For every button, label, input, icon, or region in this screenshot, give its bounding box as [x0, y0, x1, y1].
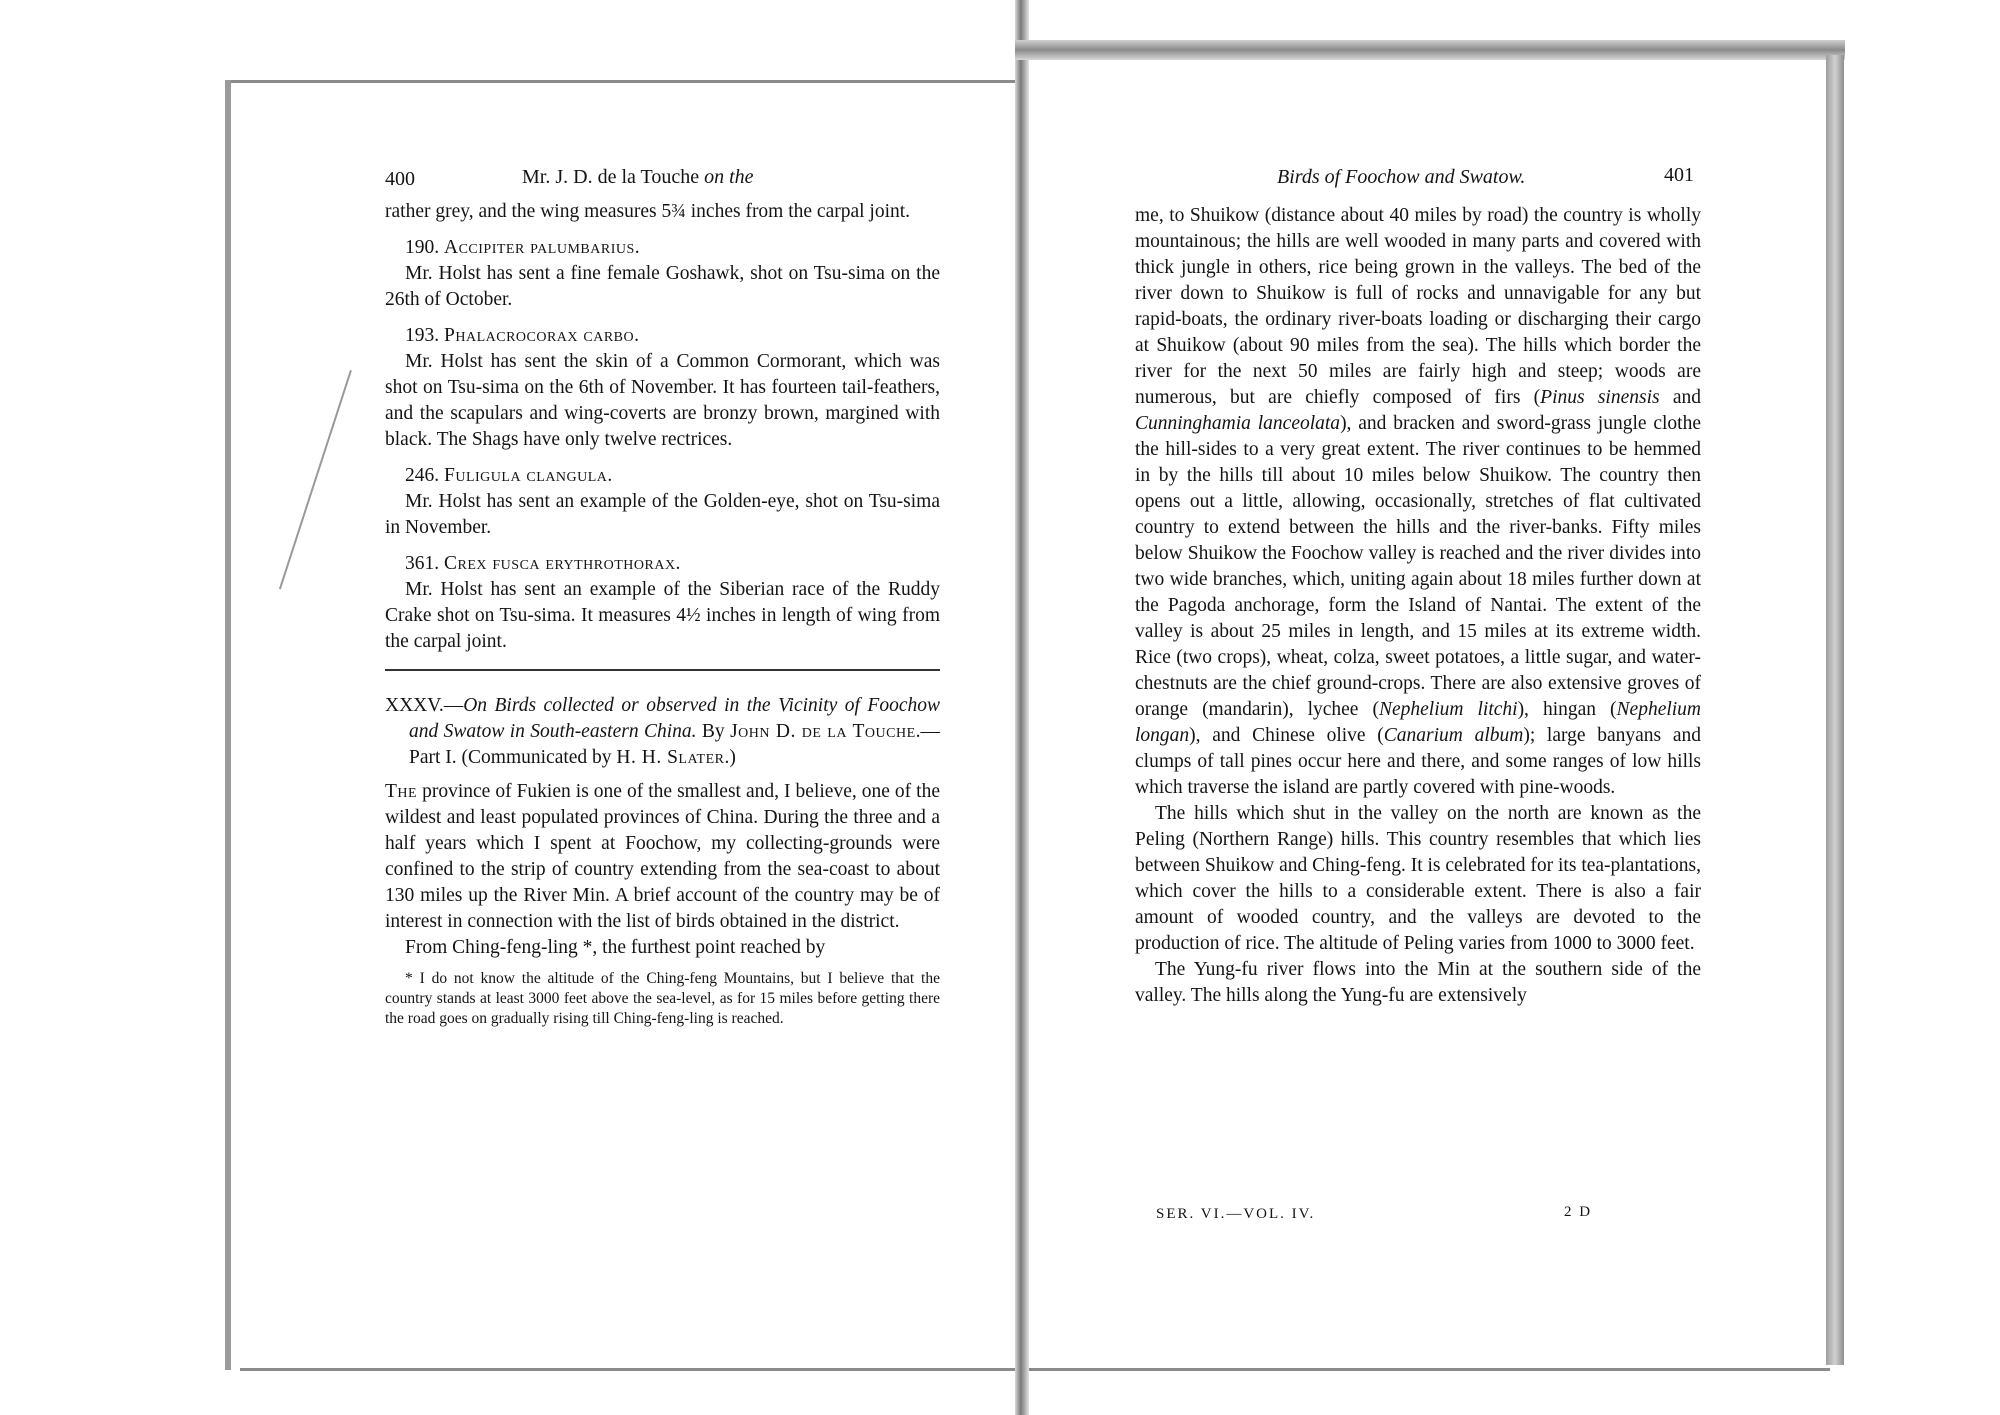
article-paragraph: The Yung-fu river flows into the Min at the southern side of the valley. The hills along the Yung-fu are extensively [1135, 959, 1701, 1006]
series-footer: SER. VI.—VOL. IV. [1156, 1206, 1316, 1222]
right-page-number: 401 [1664, 164, 1694, 186]
article-paragraph: From Ching-feng-ling *, the furthest point reached by [405, 937, 826, 958]
running-head-italic: on the [704, 166, 754, 188]
right-running-head: Birds of Foochow and Swatow. [1277, 166, 1526, 188]
article-paragraph: The hills which shut in the valley on the north are known as the Peling (Northern Range) hills. This country resembles that which lies between Shuikow and Ching-feng. It is celebrated for its tea-plantations, which cover the hills to a considerable extent. There is also a fair amount of wooded country, and the valleys are devoted to the production of rice. The altitude of Peling varies from 1000 to 3000 feet. [1135, 803, 1701, 954]
species-name: Canarium album [1383, 725, 1524, 746]
entry-text: Mr. Holst has sent a fine female Goshawk, shot on Tsu-sima on the 26th of October. [385, 263, 940, 310]
running-head-author: Mr. J. D. de la Touche [522, 166, 700, 188]
entry-heading: 193. Phalacrocorax carbo. [405, 325, 640, 346]
text-run: ), hingan ( [1517, 699, 1617, 720]
species-name: Nephelium litchi [1378, 699, 1518, 720]
entry-heading: 190. Accipiter palumbarius. [405, 237, 641, 258]
entry-heading: 246. Fuligula clangula. [405, 465, 613, 486]
left-page-number: 400 [385, 168, 415, 190]
article-title: XXXV.—On Birds collected or observed in the Vicinity of Foochow and Swatow in South-eastern China. By John D. de la Touche.—Part I. (Communicated by H. H. Slater.) [385, 695, 940, 768]
opening-paragraph: rather grey, and the wing measures 5¾ inches from the carpal joint. [385, 201, 911, 222]
footnote: * I do not know the altitude of the Ching-feng Mountains, but I believe that the country stands at least 3000 feet above the sea-level, as for 15 miles before getting there the road goes on gradually rising till Ching-feng-ling is reached. [385, 970, 940, 1027]
entry-text: Mr. Holst has sent the skin of a Common Cormorant, which was shot on Tsu-sima on the 6th of November. It has fourteen tail-feathers, and the scapulars and wing-coverts are bronzy brown, margined with black. The Shags have only twelve rectrices. [385, 351, 940, 450]
text-run: ); large banyans and clumps of tall pines occur here and there, and some ranges of low hills which traverse the island are partly covered with pine-woods. [1135, 725, 1701, 798]
book-gutter [1015, 0, 1029, 1415]
section-divider [385, 669, 940, 671]
entry-text: Mr. Holst has sent an example of the Siberian race of the Ruddy Crake shot on Tsu-sima. It measures 4½ inches in length of wing from the carpal joint. [385, 579, 940, 652]
species-name: Pinus sinensis [1540, 387, 1660, 408]
species-name: Cunninghamia lanceolata [1135, 413, 1341, 434]
text-run: ), and Chinese olive ( [1189, 725, 1384, 746]
right-page-top-edge [1015, 40, 1845, 60]
left-page-body [385, 199, 940, 1029]
left-running-head [522, 166, 754, 189]
text-run: and [1659, 387, 1701, 408]
entry-text: Mr. Holst has sent an example of the Golden-eye, shot on Tsu-sima in November. [385, 491, 940, 538]
article-paragraph: The province of Fukien is one of the smallest and, I believe, one of the wildest and least populated provinces of China. During the three and a half years which I spent at Foochow, my collecting-grounds were confined to the strip of country extending from the sea-coast to about 130 miles up the River Min. A brief account of the country may be of interest in connection with the list of birds obtained in the district. [385, 781, 940, 932]
text-run: ), and bracken and sword-grass jungle clothe the hill-sides to a very great extent. The river continues to be hemmed in by the hills till about 10 miles below Shuikow. The country then opens out a little, allowing, occasionally, stretches of flat cultivated country to extend between the hills and the river-banks. Fifty miles below Shuikow the Foochow valley is reached and the river divides into two wide branches, which, uniting again about 18 miles further down at the Pagoda anchorage, form the Island of Nantai. The extent of the valley is about 25 miles in length, and 15 miles at its extreme width. Rice (two crops), wheat, colza, sweet potatoes, a little sugar, and water-chestnuts are the chief ground-crops. There are also extensive groves of orange (mandarin), lychee ( [1135, 413, 1701, 720]
right-page-body [1135, 203, 1701, 1009]
entry-heading: 361. Crex fusca erythrothorax. [405, 553, 681, 574]
scan-top-border [225, 80, 1015, 83]
left-page-edge [225, 80, 231, 1370]
text-run: me, to Shuikow (distance about 40 miles by road) the country is wholly mountainous; the hills are well wooded in many parts and covered with thick jungle in others, rice being grown in the valleys. The bed of the river down to Shuikow is full of rocks and unnavigable for any but rapid-boats, the ordinary river-boats loading or discharging their cargo at Shuikow (about 90 miles from the sea). The hills which border the river for the next 50 miles are fairly high and steep; woods are numerous, but are chiefly composed of firs ( [1135, 205, 1701, 408]
pencil-stroke [279, 370, 352, 589]
right-page-edge [1826, 55, 1844, 1365]
species-name: Nephelium longan [1135, 699, 1702, 746]
scan-bottom-border [240, 1368, 1830, 1371]
article-paragraph [1135, 203, 1701, 801]
signature-mark: 2 D [1564, 1204, 1593, 1220]
